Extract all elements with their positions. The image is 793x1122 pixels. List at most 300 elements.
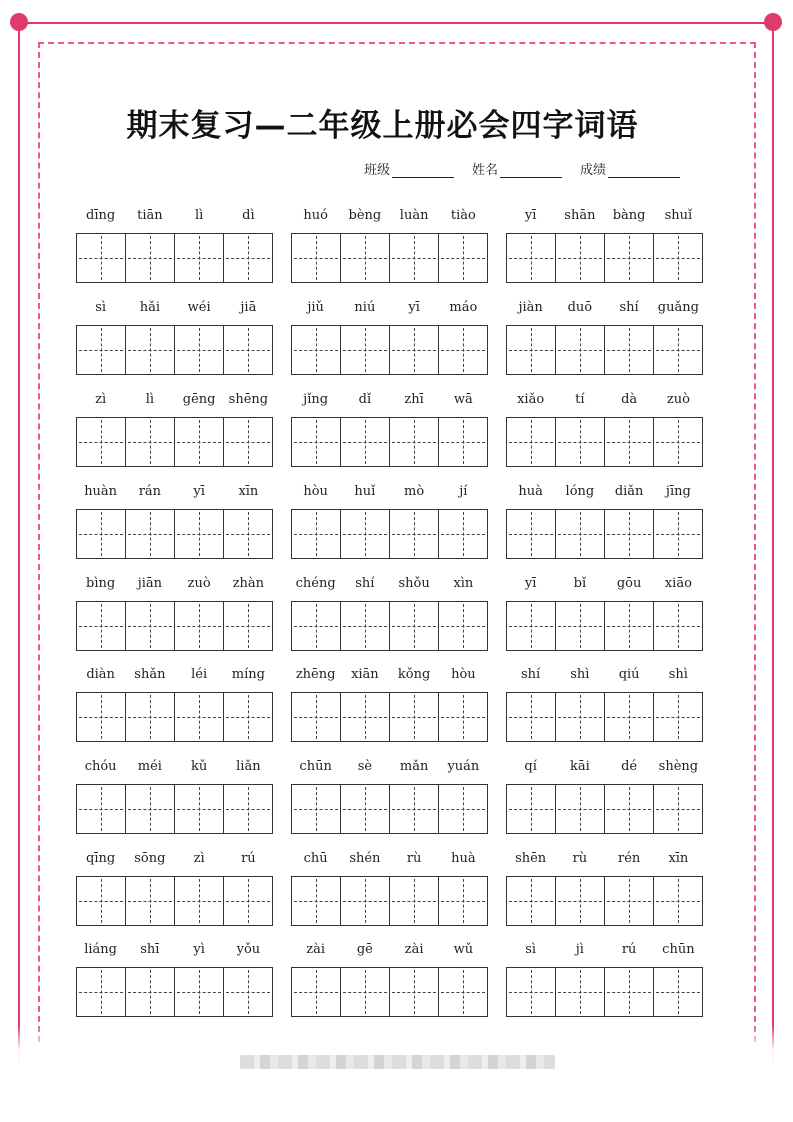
pinyin-syllable: diàn xyxy=(86,667,115,682)
writing-cell[interactable] xyxy=(556,418,605,466)
pinyin-syllable: xīn xyxy=(238,484,259,499)
writing-cell[interactable] xyxy=(341,326,390,374)
word-group xyxy=(76,297,273,375)
writing-cell[interactable] xyxy=(341,877,390,925)
writing-cell[interactable] xyxy=(292,968,341,1016)
writing-cell[interactable] xyxy=(390,418,439,466)
writing-cell[interactable] xyxy=(292,785,341,833)
writing-cell[interactable] xyxy=(507,877,556,925)
writing-cell[interactable] xyxy=(439,693,487,741)
tianzige-boxes xyxy=(76,233,273,283)
writing-cell[interactable] xyxy=(341,510,390,558)
pinyin-syllable: xiān xyxy=(351,667,379,682)
writing-cell[interactable] xyxy=(77,602,126,650)
writing-cell[interactable] xyxy=(556,785,605,833)
word-row xyxy=(76,205,704,285)
pinyin-syllable: wā xyxy=(453,392,473,407)
pinyin-syllable: dǐ xyxy=(358,392,372,407)
pinyin-syllable: zài xyxy=(306,942,325,957)
pinyin-syllable: méi xyxy=(137,759,162,774)
writing-cell[interactable] xyxy=(390,602,439,650)
word-group xyxy=(506,297,703,375)
pinyin-syllable: lì xyxy=(194,208,204,223)
pinyin-syllable: rú xyxy=(621,942,637,957)
tianzige-boxes xyxy=(291,325,488,375)
writing-cell[interactable] xyxy=(654,510,702,558)
writing-cell[interactable] xyxy=(77,234,126,282)
tianzige-boxes xyxy=(291,233,488,283)
pinyin-line xyxy=(291,664,488,686)
writing-cell[interactable] xyxy=(654,968,702,1016)
writing-cell[interactable] xyxy=(507,510,556,558)
pinyin-syllable: bàng xyxy=(612,208,646,223)
pinyin-syllable: jiàn xyxy=(518,300,543,315)
writing-cell[interactable] xyxy=(439,602,487,650)
writing-cell[interactable] xyxy=(175,326,224,374)
pinyin-line xyxy=(76,481,273,503)
pinyin-syllable: luàn xyxy=(399,208,429,223)
writing-cell[interactable] xyxy=(126,602,175,650)
writing-cell[interactable] xyxy=(439,877,487,925)
tianzige-boxes xyxy=(291,876,488,926)
pinyin-syllable: máo xyxy=(449,300,478,315)
writing-cell[interactable] xyxy=(654,693,702,741)
pinyin-line xyxy=(76,573,273,595)
writing-cell[interactable] xyxy=(77,418,126,466)
writing-cell[interactable] xyxy=(439,234,487,282)
pinyin-syllable: lóng xyxy=(565,484,595,499)
pinyin-syllable: yuán xyxy=(447,759,480,774)
writing-cell[interactable] xyxy=(507,968,556,1016)
writing-cell[interactable] xyxy=(126,968,175,1016)
pinyin-line xyxy=(76,205,273,227)
tianzige-boxes xyxy=(506,233,703,283)
pinyin-syllable: shén xyxy=(349,851,381,866)
tianzige-boxes xyxy=(291,417,488,467)
writing-cell[interactable] xyxy=(654,418,702,466)
writing-cell[interactable] xyxy=(605,693,654,741)
pinyin-syllable: rán xyxy=(138,484,162,499)
writing-cell[interactable] xyxy=(605,510,654,558)
pinyin-syllable: zì xyxy=(193,851,205,866)
writing-cell[interactable] xyxy=(77,968,126,1016)
tianzige-boxes xyxy=(291,601,488,651)
pinyin-syllable: shí xyxy=(619,300,639,315)
word-group xyxy=(76,573,273,651)
pinyin-syllable: sè xyxy=(357,759,373,774)
pinyin-syllable: shì xyxy=(668,667,688,682)
pinyin-syllable: yī xyxy=(408,300,420,315)
writing-cell[interactable] xyxy=(605,418,654,466)
blurred-footer-text xyxy=(240,1055,555,1069)
name-blank[interactable] xyxy=(500,164,562,178)
pinyin-syllable: dé xyxy=(621,759,638,774)
writing-cell[interactable] xyxy=(390,785,439,833)
pinyin-syllable: liǎn xyxy=(236,759,261,774)
writing-cell[interactable] xyxy=(605,602,654,650)
word-group xyxy=(291,205,488,283)
writing-cell[interactable] xyxy=(224,968,272,1016)
tianzige-boxes xyxy=(76,509,273,559)
writing-cell[interactable] xyxy=(439,418,487,466)
tianzige-boxes xyxy=(291,967,488,1017)
pinyin-syllable: huà xyxy=(451,851,476,866)
tianzige-boxes xyxy=(506,784,703,834)
pinyin-syllable: zì xyxy=(95,392,107,407)
word-row xyxy=(76,756,704,836)
word-group xyxy=(291,389,488,467)
writing-cell[interactable] xyxy=(175,968,224,1016)
writing-cell[interactable] xyxy=(224,326,272,374)
writing-cell[interactable] xyxy=(175,877,224,925)
writing-cell[interactable] xyxy=(292,602,341,650)
writing-cell[interactable] xyxy=(126,877,175,925)
pinyin-syllable: kǒng xyxy=(397,667,431,682)
pinyin-syllable: guǎng xyxy=(657,300,699,315)
writing-cell[interactable] xyxy=(390,877,439,925)
writing-cell[interactable] xyxy=(175,693,224,741)
pinyin-syllable: kāi xyxy=(569,759,590,774)
writing-cell[interactable] xyxy=(175,785,224,833)
word-group xyxy=(291,297,488,375)
word-row xyxy=(76,297,704,377)
pinyin-line xyxy=(291,848,488,870)
writing-cell[interactable] xyxy=(654,785,702,833)
pinyin-syllable: zài xyxy=(404,942,424,957)
writing-cell[interactable] xyxy=(77,326,126,374)
pinyin-syllable: xiǎo xyxy=(517,392,545,407)
word-group xyxy=(76,389,273,467)
pinyin-syllable: shì xyxy=(570,667,590,682)
pinyin-syllable: kǔ xyxy=(191,759,208,774)
writing-cell[interactable] xyxy=(341,602,390,650)
writing-cell[interactable] xyxy=(341,234,390,282)
pinyin-syllable: míng xyxy=(231,667,265,682)
writing-cell[interactable] xyxy=(556,234,605,282)
pinyin-syllable: yī xyxy=(524,208,537,223)
writing-cell[interactable] xyxy=(556,326,605,374)
pinyin-syllable: huà xyxy=(518,484,543,499)
pinyin-syllable: zhī xyxy=(404,392,424,407)
pinyin-line xyxy=(291,389,488,411)
pinyin-syllable: bìng xyxy=(86,576,116,591)
pinyin-line xyxy=(506,573,703,595)
word-group xyxy=(506,664,703,742)
pinyin-line xyxy=(506,848,703,870)
writing-cell[interactable] xyxy=(126,234,175,282)
word-group xyxy=(506,389,703,467)
writing-cell[interactable] xyxy=(126,326,175,374)
word-group xyxy=(291,939,488,1017)
writing-cell[interactable] xyxy=(292,693,341,741)
word-group xyxy=(506,205,703,283)
writing-cell[interactable] xyxy=(292,326,341,374)
writing-cell[interactable] xyxy=(390,510,439,558)
writing-cell[interactable] xyxy=(605,785,654,833)
word-group xyxy=(506,573,703,651)
writing-cell[interactable] xyxy=(556,693,605,741)
pinyin-line xyxy=(506,756,703,778)
pinyin-syllable: gē xyxy=(356,942,373,957)
writing-cell[interactable] xyxy=(292,877,341,925)
word-row xyxy=(76,664,704,744)
writing-cell[interactable] xyxy=(507,234,556,282)
pinyin-line xyxy=(291,939,488,961)
pinyin-syllable: yì xyxy=(193,942,205,957)
pinyin-syllable: sì xyxy=(95,300,107,315)
writing-cell[interactable] xyxy=(439,326,487,374)
writing-cell[interactable] xyxy=(654,877,702,925)
pinyin-syllable: tiào xyxy=(450,208,476,223)
pinyin-syllable: huàn xyxy=(84,484,118,499)
name-field xyxy=(472,159,562,178)
writing-cell[interactable] xyxy=(175,418,224,466)
pinyin-syllable: chū xyxy=(303,851,328,866)
writing-cell[interactable] xyxy=(77,877,126,925)
pinyin-line xyxy=(76,939,273,961)
writing-cell[interactable] xyxy=(390,693,439,741)
tianzige-boxes xyxy=(506,876,703,926)
pinyin-syllable: yī xyxy=(524,576,537,591)
word-group xyxy=(506,481,703,559)
pinyin-syllable: hòu xyxy=(303,484,328,499)
writing-cell[interactable] xyxy=(292,510,341,558)
tianzige-boxes xyxy=(506,601,703,651)
pinyin-line xyxy=(506,939,703,961)
writing-cell[interactable] xyxy=(126,510,175,558)
pinyin-line xyxy=(291,297,488,319)
writing-cell[interactable] xyxy=(224,693,272,741)
student-info xyxy=(364,159,680,178)
pinyin-line xyxy=(76,389,273,411)
pinyin-line xyxy=(291,756,488,778)
writing-cell[interactable] xyxy=(77,693,126,741)
writing-cell[interactable] xyxy=(175,510,224,558)
writing-cell[interactable] xyxy=(605,877,654,925)
pinyin-syllable: jì xyxy=(575,942,584,957)
writing-cell[interactable] xyxy=(224,418,272,466)
writing-cell[interactable] xyxy=(126,785,175,833)
pinyin-syllable: chóu xyxy=(84,759,117,774)
pinyin-syllable: jiān xyxy=(137,576,163,591)
pinyin-syllable: shí xyxy=(355,576,375,591)
pinyin-line xyxy=(506,481,703,503)
writing-cell[interactable] xyxy=(77,510,126,558)
corner-dot xyxy=(764,13,782,31)
pinyin-syllable: chūn xyxy=(662,942,695,957)
pinyin-line xyxy=(291,573,488,595)
writing-cell[interactable] xyxy=(292,234,341,282)
pinyin-syllable: gōu xyxy=(616,576,642,591)
writing-cell[interactable] xyxy=(341,785,390,833)
writing-cell[interactable] xyxy=(654,234,702,282)
writing-cell[interactable] xyxy=(507,326,556,374)
pinyin-syllable: shèng xyxy=(658,759,699,774)
writing-cell[interactable] xyxy=(292,418,341,466)
writing-cell[interactable] xyxy=(507,418,556,466)
writing-cell[interactable] xyxy=(224,785,272,833)
pinyin-syllable: huó xyxy=(303,208,328,223)
pinyin-syllable: shǒu xyxy=(398,576,430,591)
writing-cell[interactable] xyxy=(77,785,126,833)
tianzige-boxes xyxy=(76,692,273,742)
tianzige-boxes xyxy=(506,417,703,467)
pinyin-line xyxy=(76,297,273,319)
tianzige-boxes xyxy=(76,417,273,467)
pinyin-syllable: niú xyxy=(354,300,376,315)
writing-cell[interactable] xyxy=(341,418,390,466)
pinyin-syllable: shuǐ xyxy=(664,208,693,223)
writing-cell[interactable] xyxy=(390,968,439,1016)
pinyin-syllable: hòu xyxy=(451,667,476,682)
pinyin-line xyxy=(506,389,703,411)
writing-cell[interactable] xyxy=(390,234,439,282)
pinyin-syllable: shí xyxy=(521,667,541,682)
pinyin-line xyxy=(76,664,273,686)
writing-cell[interactable] xyxy=(556,877,605,925)
pinyin-syllable: bèng xyxy=(348,208,382,223)
writing-cell[interactable] xyxy=(605,968,654,1016)
pinyin-line xyxy=(291,205,488,227)
pinyin-syllable: léi xyxy=(191,667,208,682)
pinyin-syllable: dì xyxy=(242,208,255,223)
pinyin-syllable: chūn xyxy=(299,759,332,774)
pinyin-syllable: rú xyxy=(241,851,256,866)
score-label: 成绩 xyxy=(580,163,607,178)
writing-cell[interactable] xyxy=(224,877,272,925)
word-group xyxy=(291,481,488,559)
writing-cell[interactable] xyxy=(507,602,556,650)
writing-cell[interactable] xyxy=(439,510,487,558)
corner-dot xyxy=(10,13,28,31)
pinyin-syllable: dīng xyxy=(86,208,116,223)
class-blank[interactable] xyxy=(392,164,454,178)
writing-cell[interactable] xyxy=(390,326,439,374)
tianzige-boxes xyxy=(76,876,273,926)
pinyin-syllable: mǎn xyxy=(399,759,429,774)
writing-cell[interactable] xyxy=(341,693,390,741)
tianzige-boxes xyxy=(291,692,488,742)
pinyin-syllable: jiǔ xyxy=(307,300,324,315)
pinyin-syllable: liáng xyxy=(84,942,117,957)
word-group xyxy=(291,756,488,834)
pinyin-syllable: zuò xyxy=(666,392,690,407)
pinyin-line xyxy=(76,848,273,870)
word-group xyxy=(291,573,488,651)
pinyin-syllable: wǔ xyxy=(453,942,474,957)
word-group xyxy=(506,756,703,834)
word-row xyxy=(76,481,704,561)
word-group xyxy=(291,664,488,742)
writing-cell[interactable] xyxy=(439,968,487,1016)
writing-cell[interactable] xyxy=(439,785,487,833)
writing-cell[interactable] xyxy=(224,234,272,282)
word-row xyxy=(76,573,704,653)
pinyin-syllable: shēng xyxy=(228,392,269,407)
writing-cell[interactable] xyxy=(556,602,605,650)
word-group xyxy=(76,939,273,1017)
writing-cell[interactable] xyxy=(224,510,272,558)
word-group xyxy=(76,756,273,834)
pinyin-syllable: sì xyxy=(525,942,537,957)
writing-cell[interactable] xyxy=(126,693,175,741)
class-field xyxy=(364,159,454,178)
pinyin-syllable: jí xyxy=(459,484,468,499)
pinyin-syllable: duō xyxy=(567,300,593,315)
pinyin-syllable: mò xyxy=(404,484,425,499)
tianzige-boxes xyxy=(291,509,488,559)
pinyin-syllable: wéi xyxy=(187,300,211,315)
word-group xyxy=(291,848,488,926)
writing-cell[interactable] xyxy=(654,326,702,374)
pinyin-syllable: lì xyxy=(145,392,155,407)
pinyin-syllable: jīng xyxy=(665,484,691,499)
pinyin-line xyxy=(291,481,488,503)
pinyin-syllable: shī xyxy=(140,942,160,957)
word-group xyxy=(76,481,273,559)
writing-cell[interactable] xyxy=(507,693,556,741)
pinyin-syllable: shǎn xyxy=(134,667,166,682)
pinyin-line xyxy=(76,756,273,778)
pinyin-syllable: rén xyxy=(617,851,641,866)
score-blank[interactable] xyxy=(608,164,680,178)
pinyin-syllable: huǐ xyxy=(354,484,376,499)
pinyin-syllable: xìn xyxy=(453,576,474,591)
writing-cell[interactable] xyxy=(341,968,390,1016)
tianzige-boxes xyxy=(506,325,703,375)
tianzige-boxes xyxy=(506,509,703,559)
pinyin-syllable: bǐ xyxy=(573,576,587,591)
pinyin-syllable: sōng xyxy=(134,851,166,866)
writing-cell[interactable] xyxy=(175,234,224,282)
writing-cell[interactable] xyxy=(507,785,556,833)
pinyin-syllable: zhàn xyxy=(232,576,265,591)
writing-cell[interactable] xyxy=(605,234,654,282)
tianzige-boxes xyxy=(76,325,273,375)
writing-cell[interactable] xyxy=(126,418,175,466)
tianzige-boxes xyxy=(291,784,488,834)
pinyin-syllable: zhēng xyxy=(295,667,336,682)
word-group xyxy=(506,939,703,1017)
tianzige-boxes xyxy=(506,967,703,1017)
pinyin-syllable: jiā xyxy=(240,300,257,315)
word-row xyxy=(76,939,704,1019)
page-title: 期末复习—二年级上册必会四字词语 xyxy=(126,108,639,144)
pinyin-syllable: shān xyxy=(564,208,596,223)
pinyin-syllable: hǎi xyxy=(139,300,161,315)
word-group xyxy=(506,848,703,926)
pinyin-syllable: dà xyxy=(621,392,638,407)
pinyin-syllable: qiú xyxy=(618,667,640,682)
pinyin-syllable: zuò xyxy=(187,576,211,591)
pinyin-syllable: qí xyxy=(524,759,537,774)
writing-cell[interactable] xyxy=(654,602,702,650)
writing-cell[interactable] xyxy=(556,510,605,558)
pinyin-syllable: shēn xyxy=(515,851,547,866)
pinyin-syllable: rù xyxy=(406,851,422,866)
writing-cell[interactable] xyxy=(175,602,224,650)
writing-cell[interactable] xyxy=(224,602,272,650)
pinyin-syllable: yī xyxy=(193,484,205,499)
class-label: 班级 xyxy=(364,163,391,178)
score-field xyxy=(580,159,680,178)
writing-cell[interactable] xyxy=(556,968,605,1016)
pinyin-syllable: gēng xyxy=(182,392,216,407)
pinyin-syllable: xiāo xyxy=(664,576,692,591)
writing-cell[interactable] xyxy=(605,326,654,374)
pinyin-line xyxy=(506,205,703,227)
pinyin-line xyxy=(506,297,703,319)
